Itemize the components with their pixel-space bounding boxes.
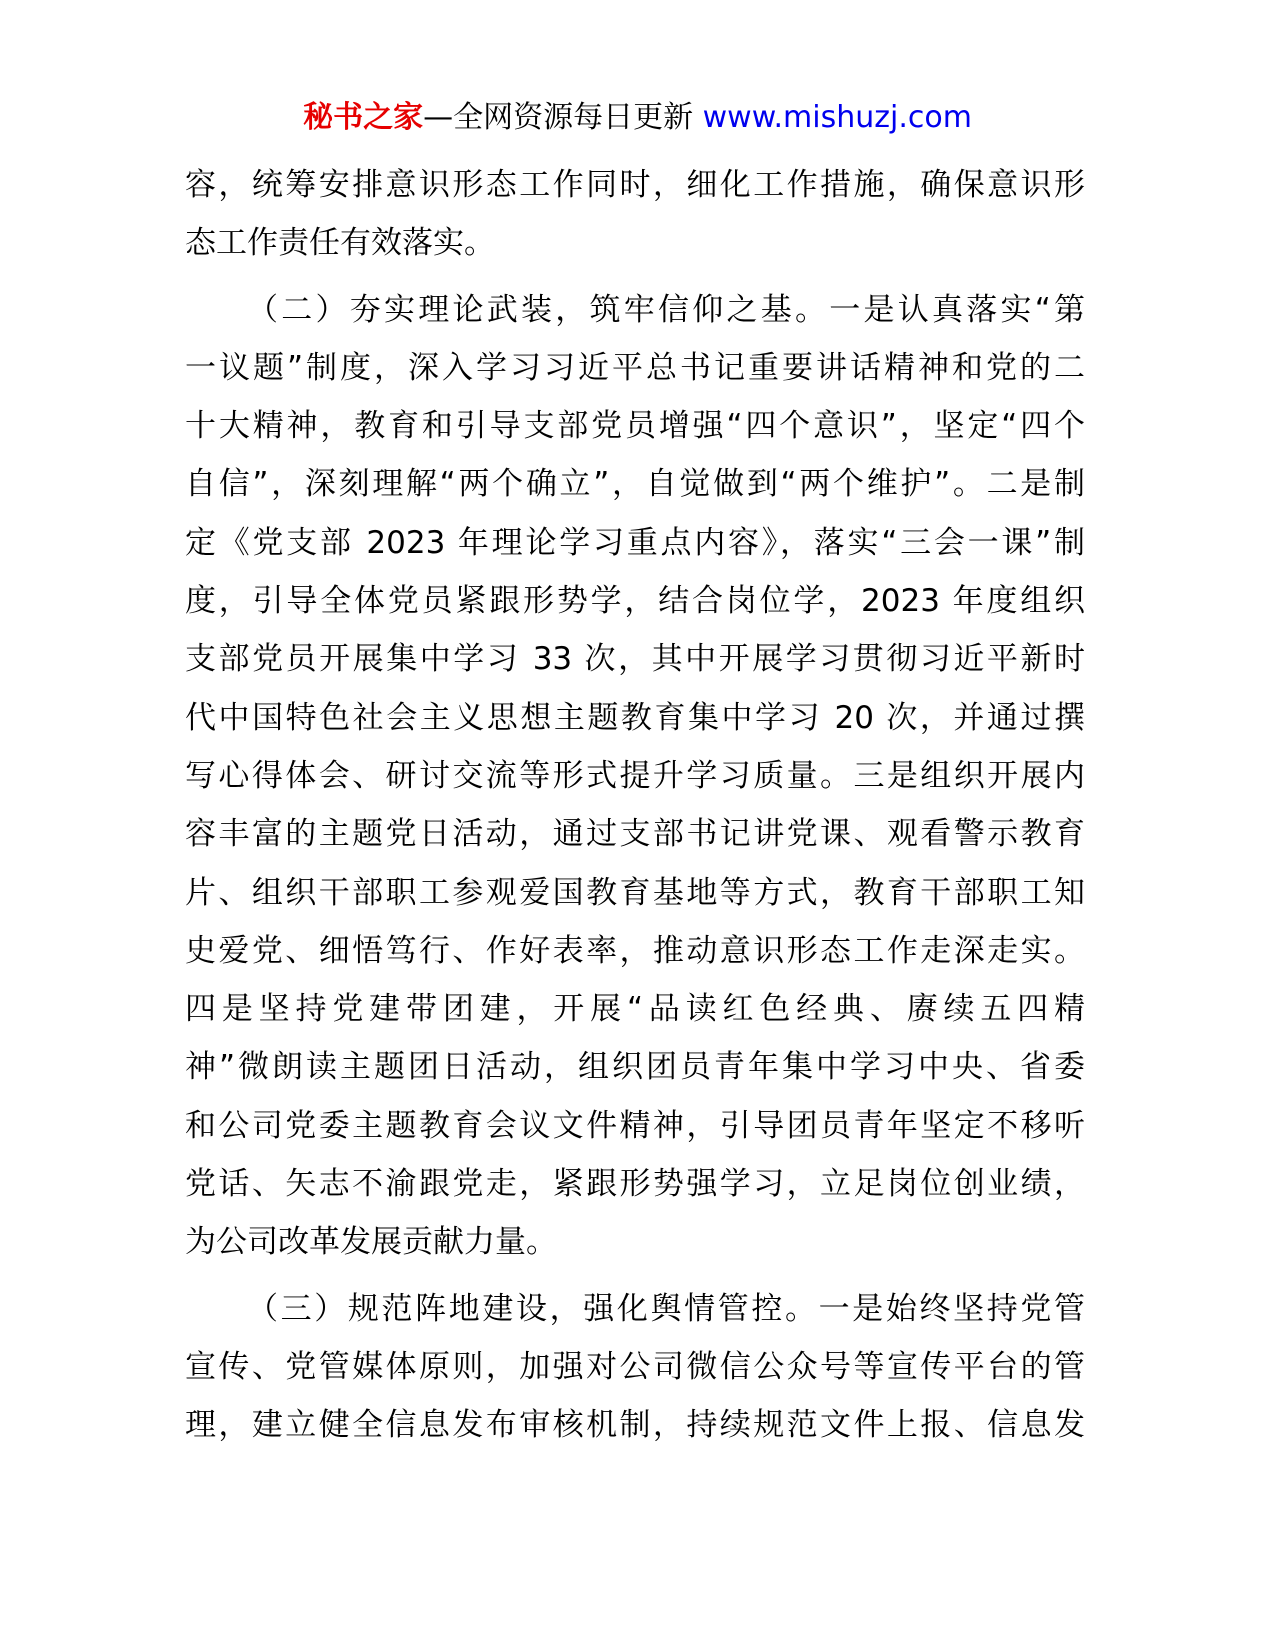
text-line: 片、组织干部职工参观爱国教育基地等方式，教育干部职工知 [185,874,1085,911]
site-url-link[interactable]: www.mishuzj.com [702,100,972,135]
text-line: 度，引导全体党员紧跟形势学，结合岗位学，2023 年度组织 [185,583,1085,620]
text-line: 一议题”制度，深入学习习近平总书记重要讲话精神和党的二 [185,349,1085,386]
text-line: 神”微朗读主题团日活动，组织团员青年集中学习中央、省委 [185,1049,1085,1086]
text-line: 容丰富的主题党日活动，通过支部书记讲党课、观看警示教育 [185,816,1085,853]
header-tagline: —全网资源每日更新 [423,100,694,135]
text-line: 定《党支部 2023 年理论学习重点内容》，落实“三会一课”制 [185,524,1085,561]
text-line: 十大精神，教育和引导支部党员增强“四个意识”，坚定“四个 [185,408,1085,445]
text-line: 四是坚持党建带团建，开展“品读红色经典、赓续五四精 [185,991,1085,1028]
text-line: 和公司党委主题教育会议文件精神，引导团员青年坚定不移听 [185,1107,1085,1144]
text-line: 支部党员开展集中学习 33 次，其中开展学习贯彻习近平新时 [185,641,1085,678]
text-line: 党话、矢志不渝跟党走，紧跟形势强学习，立足岗位创业绩， [185,1166,1085,1203]
paragraph-2 [185,281,1085,1272]
text-line: 史爱党、细悟笃行、作好表率，推动意识形态工作走深走实。 [185,932,1085,969]
text-line: 态工作责任有效落实。 [185,225,495,262]
text-line: 容，统筹安排意识形态工作同时，细化工作措施，确保意识形 [185,167,1085,203]
paragraph-1 [185,156,1085,273]
text-line: （二）夯实理论武装，筑牢信仰之基。一是认真落实“第 [247,291,1085,328]
document-body [185,156,1085,1455]
text-line: 代中国特色社会主义思想主题教育集中学习 20 次，并通过撰 [185,699,1085,736]
brand-name: 秘书之家 [303,100,424,135]
paragraph-3 [185,1280,1085,1455]
text-line: 为公司改革发展贡献力量。 [185,1224,557,1261]
text-line: 宣传、党管媒体原则，加强对公司微信公众号等宣传平台的管 [185,1348,1085,1385]
text-line: 自信”，深刻理解“两个确立”，自觉做到“两个维护”。二是制 [185,466,1085,503]
text-line: 写心得体会、研讨交流等形式提升学习质量。三是组织开展内 [185,757,1085,794]
text-line: （三）规范阵地建设，强化舆情管控。一是始终坚持党管 [247,1290,1085,1327]
text-line: 理，建立健全信息发布审核机制，持续规范文件上报、信息发 [185,1407,1085,1444]
page-header [0,98,1275,138]
